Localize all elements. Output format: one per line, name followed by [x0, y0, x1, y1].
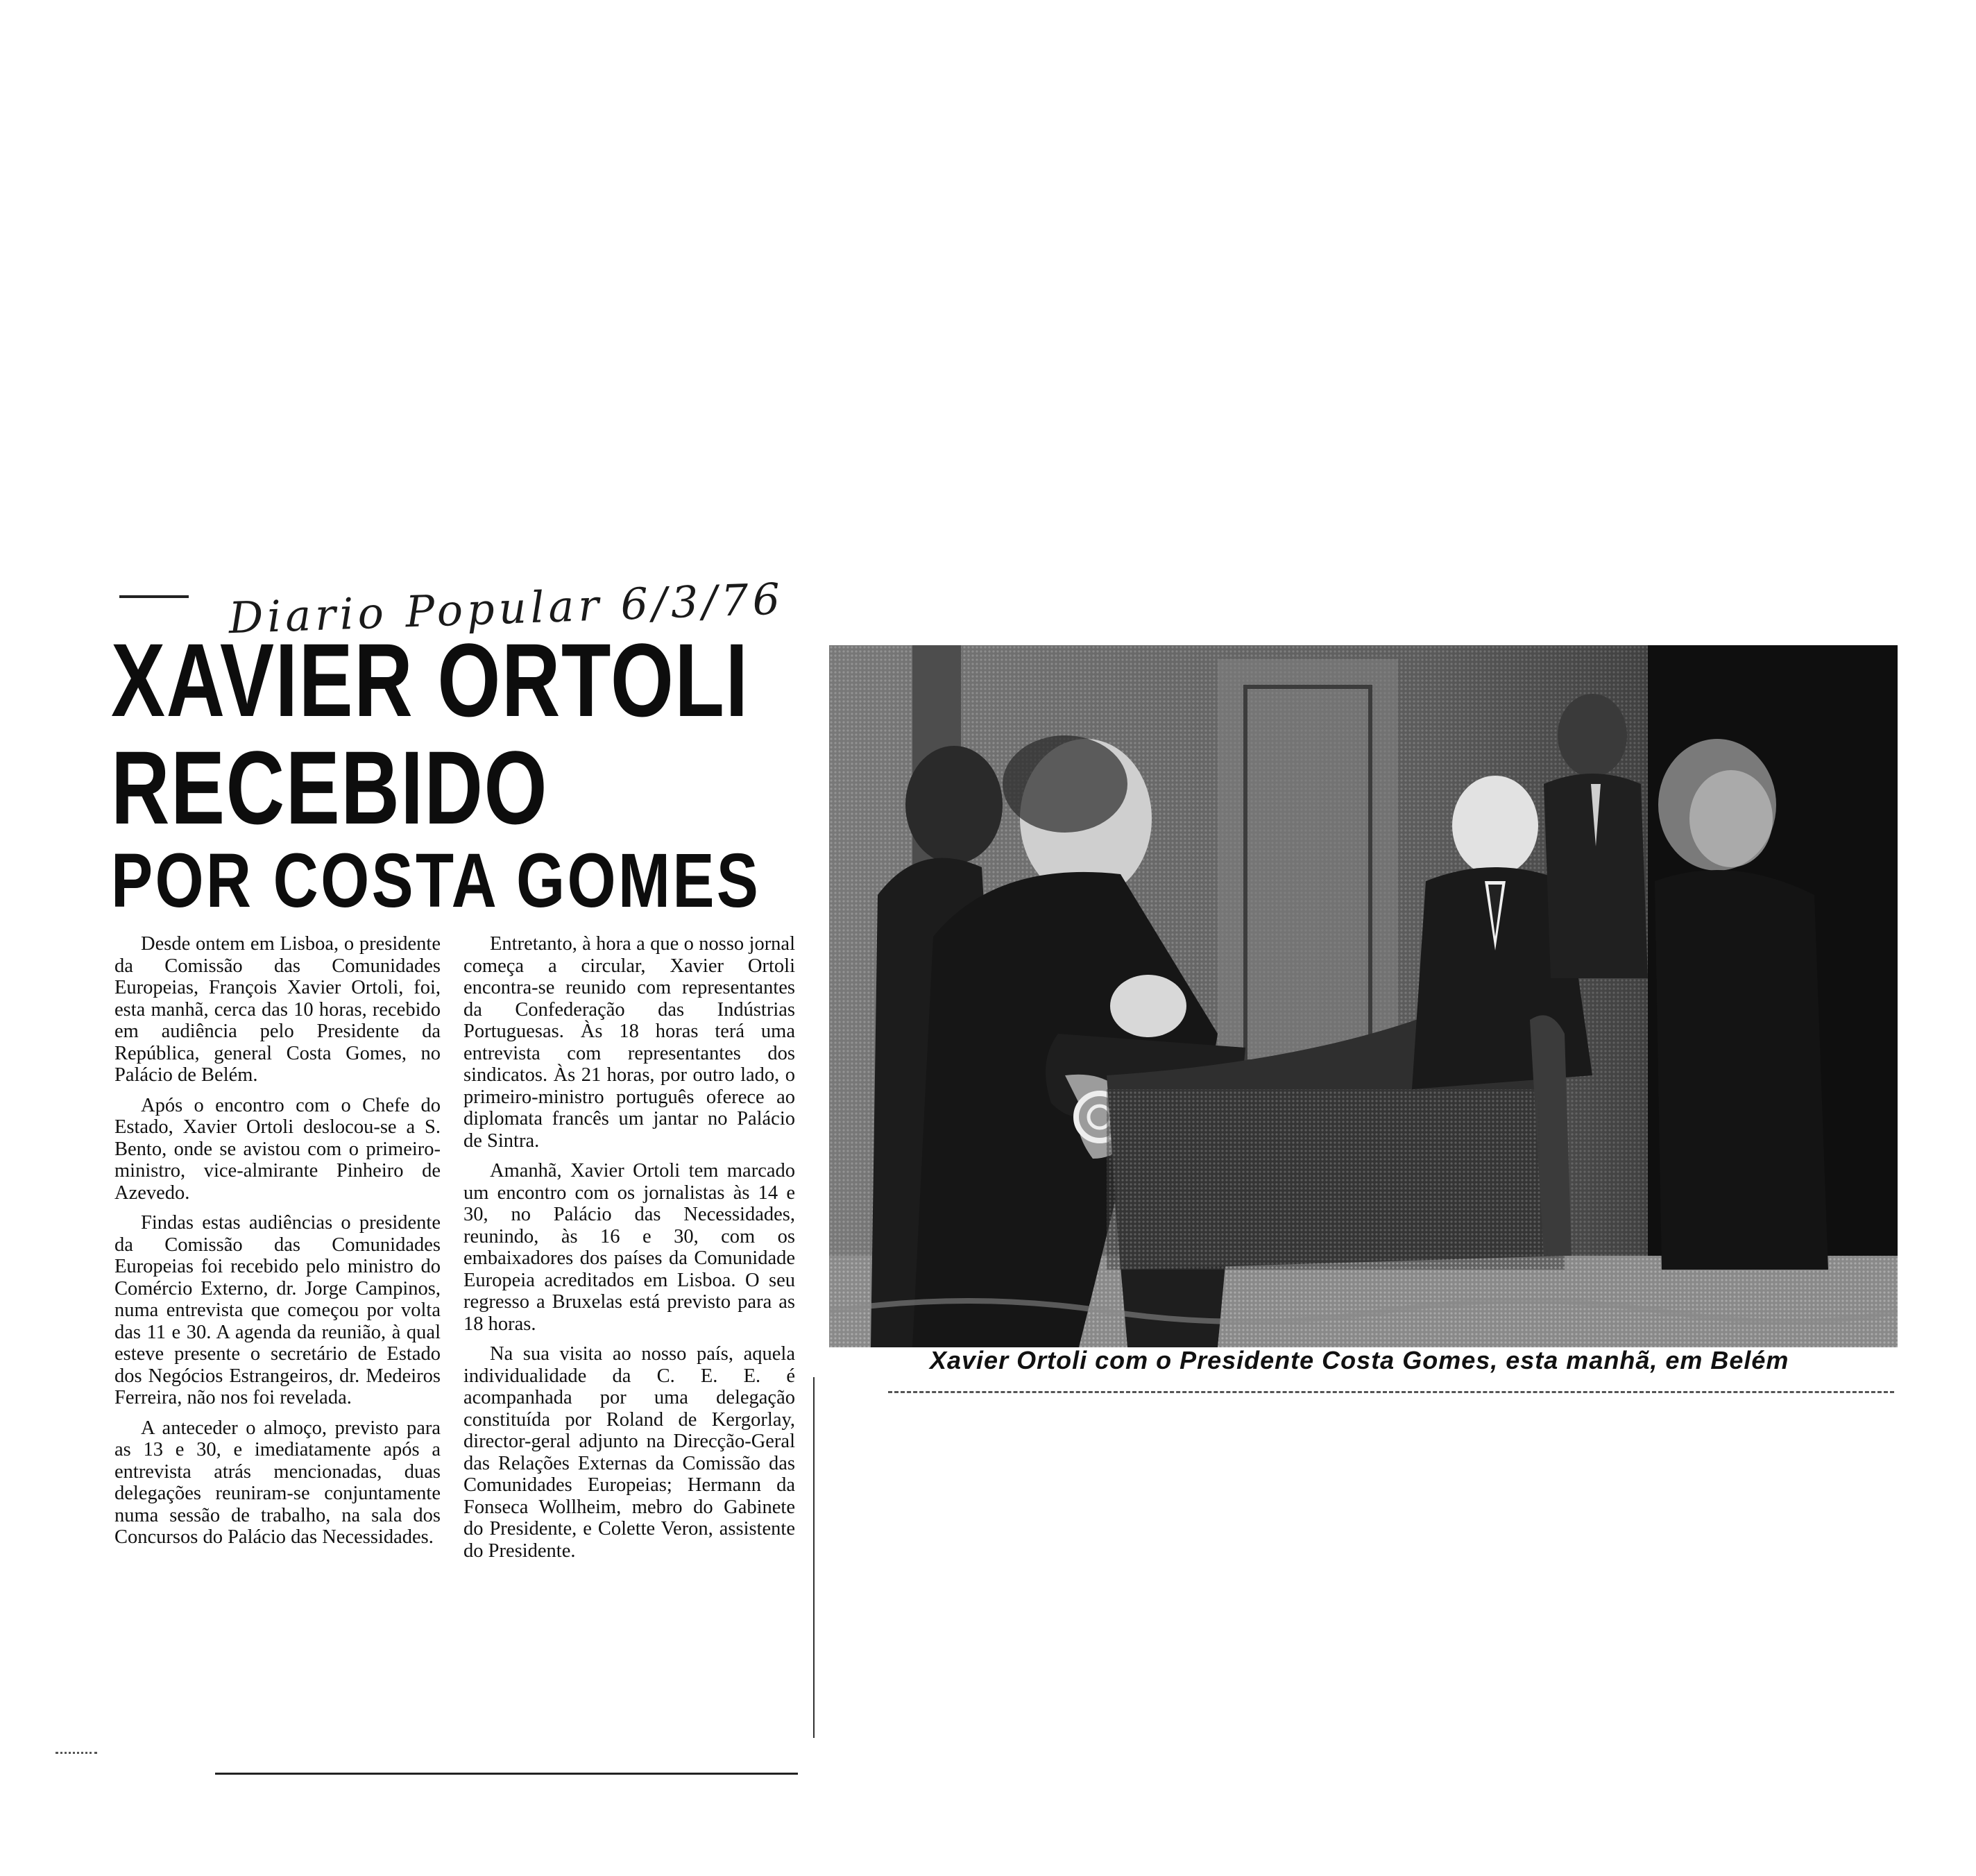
headline-line-2: RECEBIDO [111, 729, 549, 846]
article-paragraph: A anteceder o almoço, previsto para as 13 e 30, e imediatamente após a entrevista atrás mencionadas, duas delegações reuniram-se conjuntamente numa sessão de trabalho, na sala dos Concursos do Palácio das Necessidades. [114, 1417, 441, 1548]
column-divider [813, 1377, 815, 1738]
caption-underline [888, 1391, 1894, 1393]
article-paragraph: Após o encontro com o Chefe do Estado, Xavier Ortoli deslocou-se a S. Bento, onde se avistou com o primeiro-ministro, vice-almirante Pinheiro de Azevedo. [114, 1094, 441, 1204]
article-paragraph: Entretanto, à hora a que o nosso jornal começa a circular, Xavier Ortoli encontra-se reunido com representantes da Confederação das Indústrias Portuguesas. Às 18 horas terá uma entrevista com representantes dos sindicatos. Às 21 horas, por outro lado, o primeiro-ministro português oferece ao diplomata francês um jantar no Palácio de Sintra. [463, 933, 795, 1152]
headline-line-1: XAVIER ORTOLI [111, 622, 749, 738]
article-paragraph: Findas estas audiências o presidente da Comissão das Comunidades Europeias foi recebido pelo ministro do Comércio Externo, dr. Jorge Campinos, numa entrevista que começou por volta das 11 e 30. A agenda da reunião, à qual esteve presente o secretário de Estado dos Negócios Estrangeiros, dr. Medeiros Ferreira, não nos foi revelada. [114, 1212, 441, 1408]
handwritten-note: Diario Popular 6/3/76 [228, 573, 785, 644]
headline-line-3: POR COSTA GOMES [111, 838, 761, 923]
article-paragraph: Na sua visita ao nosso país, aquela individualidade da C. E. E. é acompanhada por uma delegação constituída por Roland de Kergorlay, director-geral adjunto na Direcção-Geral das Relações Externas da Comissão das Comunidades Europeias; Hermann da Fonseca Wollheim, mebro do Gabinete do Presidente, e Colette Veron, assistente do Presidente. [463, 1343, 795, 1562]
article-paragraph: Desde ontem em Lisboa, o presidente da Comissão das Comunidades Europeias, François Xavier Ortoli, foi, esta manhã, cerca das 10 horas, recebido em audiência pelo Presidente da República, general Costa Gomes, no Palácio de Belém. [114, 933, 441, 1086]
article-column-1 [114, 933, 441, 1557]
top-left-rule [119, 595, 189, 598]
photo-illustration [829, 645, 1898, 1347]
bottom-rule [215, 1773, 798, 1775]
article-column-2 [463, 933, 795, 1570]
article-paragraph: Amanhã, Xavier Ortoli tem marcado um encontro com os jornalistas às 14 e 30, no Palácio das Necessidades, reunindo, às 16 e 30, com os embaixadores dos países da Comunidade Europeia acreditados em Lisboa. O seu regresso a Bruxelas está previsto para as 18 horas. [463, 1160, 795, 1335]
photo-caption: Xavier Ortoli com o Presidente Costa Gomes, esta manhã, em Belém [930, 1346, 1789, 1374]
page-edge-marks [56, 1752, 97, 1754]
news-photo [829, 645, 1898, 1347]
